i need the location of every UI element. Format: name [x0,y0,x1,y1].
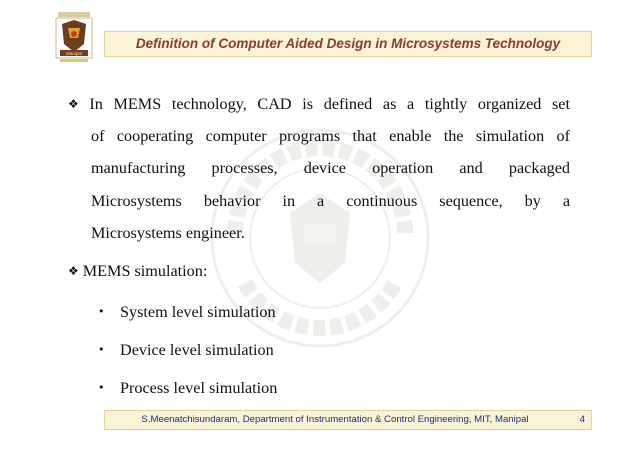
title-band [104,31,592,57]
definition-line-4: Microsystems behavior in a continuous sequence, by a [91,191,570,210]
slide-body [68,88,570,407]
mems-heading-text: MEMS simulation: [82,262,208,281]
logo-text: Manipal [66,51,82,56]
simulation-list [68,293,570,407]
mems-simulation-heading [68,255,570,287]
footer-credit: S.Meenatchisundaram, Department of Instrumentation & Control Engineering, MIT, Manipal [141,414,529,425]
list-item-text: Device level simulation [120,341,274,360]
slide-footer [104,410,592,430]
list-item [98,293,570,331]
definition-line-3: manufacturing processes, device operation and packaged [91,159,570,178]
definition-paragraph [68,88,570,249]
definition-line-5: Microsystems engineer. [91,223,245,242]
institute-logo [54,10,94,66]
bullet-dot-icon: • [98,305,105,319]
slide-header [0,0,638,70]
definition-text-1: In MEMS technology, CAD is defined as a tightly organized set [89,95,570,113]
list-item-text: Process level simulation [120,379,278,398]
bullet-dot-icon: • [98,343,105,357]
list-item [98,331,570,369]
slide-title: Definition of Computer Aided Design in Microsystems Technology [135,36,561,51]
page-number: 4 [579,414,585,425]
bullet-dot-icon: • [98,381,105,395]
diamond-arrow-icon: ❖ [68,97,86,111]
diamond-arrow-icon: ❖ [68,264,79,279]
definition-line-2: of cooperating computer programs that enable the simulation of [91,127,570,146]
list-item [98,369,570,407]
definition-line-1 [68,88,570,120]
list-item-text: System level simulation [120,303,276,322]
